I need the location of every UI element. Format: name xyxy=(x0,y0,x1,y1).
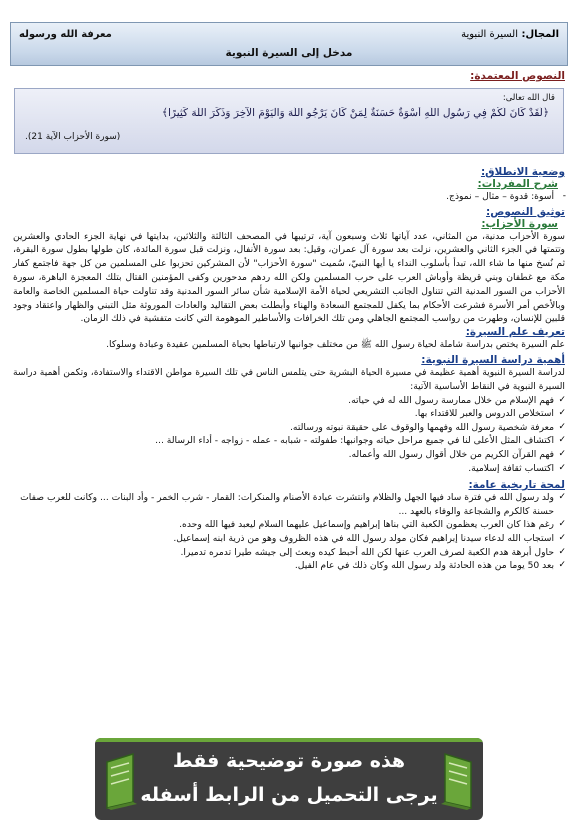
surah-heading: سورة الأحزاب: xyxy=(481,217,558,230)
start-heading: وضعية الانطلاق: xyxy=(480,166,565,178)
verse-box xyxy=(14,88,564,154)
history-item: ✓ استجاب الله لدعاء سيدنا إبراهيم فكان مولد رسول الله في هذه الظروف وهو من ذرية ابنه إسماعيل. xyxy=(10,532,554,546)
banner-stripe xyxy=(95,738,483,742)
history-heading: لمحة تاريخية عامة: xyxy=(468,479,565,492)
importance-item: ✓ استخلاص الدروس والعبر للاقتداء بها. xyxy=(10,407,554,421)
surah-text: سورة الأحزاب مدنية، من المثاني، عدد آياتها ثلاث وسبعون آية، ترتيبها في المصحف الثالثة والثلاثين، بدايتها في نهاية الجزء الحادي والعشرين وتتمتها في الجزء الثاني والعشرين، نزلت بعد سورة آل عمران، وقيل: بعد سورة الأنفال، ونزلت قبل سورة المائدة، كان طولها بطول سورة البقرة، ثم نُسخ منها ما شاء الله، تبدأ بأسلوب النداء يا أيها النبيّ، سُميت "سورة الأحزاب" لأن المشركين تحزبوا على المسلمين من كل جهة فاجتمع كفار مكة مع غطفان وبني قريظة وأوباش العرب على حرب المسلمين ولكن الله ردهم مدحورين وكفى المؤمنين القتال بتلك المعجزة الباهرة، سورة الأحزاب من السور المدنية التي تتناول الجانب التشريعي لحياة الأمة الإسلامية شأن سائر السور المدنية وقد تناولت حياة المسلمين الخاصة والعامة وبالأخص أمر الأسرة فشرعت الأحكام بما يكفل للمجتمع السعادة والهناء وأبطلت بعض التقاليد والعادات الموروثة مثل التبني والظهار واعتقاد وجود قلبين للإنسان، وطهرت من رواسب المجتمع الجاهلي ومن تلك الخرافات والأساطير الموهومة التي كانت متفشية في ذلك الزمان. xyxy=(13,230,565,325)
vocab-list xyxy=(10,190,568,204)
verse-intro: قال الله تعالى: xyxy=(502,93,555,103)
lesson-header xyxy=(10,22,568,66)
unit-label: معرفة الله ورسوله xyxy=(19,29,112,40)
importance-item: ✓ معرفة شخصية رسول الله وفهمها والوقوف على حقيقة نبوته ورسالته. xyxy=(10,421,554,435)
field-label xyxy=(461,29,559,40)
lesson-title: مدخل إلى السيرة النبوية xyxy=(225,47,353,59)
doc-heading: توثيق النصوص: xyxy=(486,205,565,218)
banner-line-2: يرجى التحميل من الرابط أسفله xyxy=(140,784,438,806)
texts-heading: النصوص المعتمدة: xyxy=(470,70,565,82)
importance-item: ✓ فهم القرآن الكريم من خلال أقوال رسول الله وأعماله. xyxy=(10,448,554,462)
verse-reference: (سورة الأحزاب الآية 21). xyxy=(25,132,121,142)
vocab-item: - أسوة: قدوة – مثال – نموذج. xyxy=(10,190,554,204)
field-value: السيرة النبوية xyxy=(461,29,518,40)
banner-line-1: هذه صورة توضيحية فقط xyxy=(172,750,406,772)
history-item: ✓ بعد 50 يوما من هذه الحادثة ولد رسول الله وكان ذلك في عام الفيل. xyxy=(10,559,554,573)
history-item: ✓ حاول أبرهة هدم الكعبة لصرف العرب عنها لكن الله أحبط كيده وبعث إلى جيشه طيرا تدمره تدميرا. xyxy=(10,546,554,560)
history-item: ✓ رغم هذا كان العرب يعظمون الكعبة التي بناها إبراهيم وإسماعيل عليهما السلام ليعبد فيها الله وحده. xyxy=(10,518,554,532)
importance-item: ✓ اكتساب ثقافة إسلامية. xyxy=(10,462,554,476)
lesson-page xyxy=(10,22,568,573)
preview-banner[interactable] xyxy=(95,738,483,820)
importance-heading: أهمية دراسة السيرة النبوية: xyxy=(421,353,565,366)
verse-text: ﴿لَقَدْ كَانَ لَكُمْ فِي رَسُولِ اللَّهِ أُسْوَةٌ حَسَنَةٌ لِمَنْ كَانَ يَرْجُو اللَّهَ وَالْيَوْمَ الْآخِرَ وَذَكَرَ اللَّهَ كَثِيرًا﴾ xyxy=(161,107,549,119)
definition-text: علم السيرة يختص بدراسة شاملة لحياة رسول الله ﷺ من مختلف جوانبها لارتباطها بحياة المسلمين عقيدة وعبادة وسلوكا. xyxy=(106,339,565,351)
definition-heading: تعريف علم السيرة: xyxy=(465,326,565,339)
history-item: ✓ ولد رسول الله في فترة ساد فيها الجهل والظلام وانتشرت عبادة الأصنام والمنكرات: القمار - شرب الخمر - وأد البنات ... وكانت للعرب صفات حسنة كالكرم والشجاعة والوفاء بالعهد ... xyxy=(10,491,554,518)
field-label-name: المجال: xyxy=(521,29,559,40)
importance-list xyxy=(10,394,568,476)
importance-item: ✓ اكتشاف المثل الأعلى لنا في جميع مراحل حياته وجوانبها: طفولته - شبابه - عمله - زواجه - أداء الرسالة ... xyxy=(10,434,554,448)
history-list xyxy=(10,491,568,573)
importance-item: ✓ فهم الإسلام من خلال ممارسة رسول الله له في حياته. xyxy=(10,394,554,408)
importance-text: لدراسة السيرة النبوية أهمية عظيمة في مسيرة الحياة البشرية حتى يتلمس الناس في تلك السيرة مواطن الاقتداء والاستفادة، وتكمن أهمية دراسة السيرة النبوية في النقاط الأساسية الآتية: xyxy=(13,366,565,392)
vocab-heading: شرح المفردات: xyxy=(477,178,558,190)
